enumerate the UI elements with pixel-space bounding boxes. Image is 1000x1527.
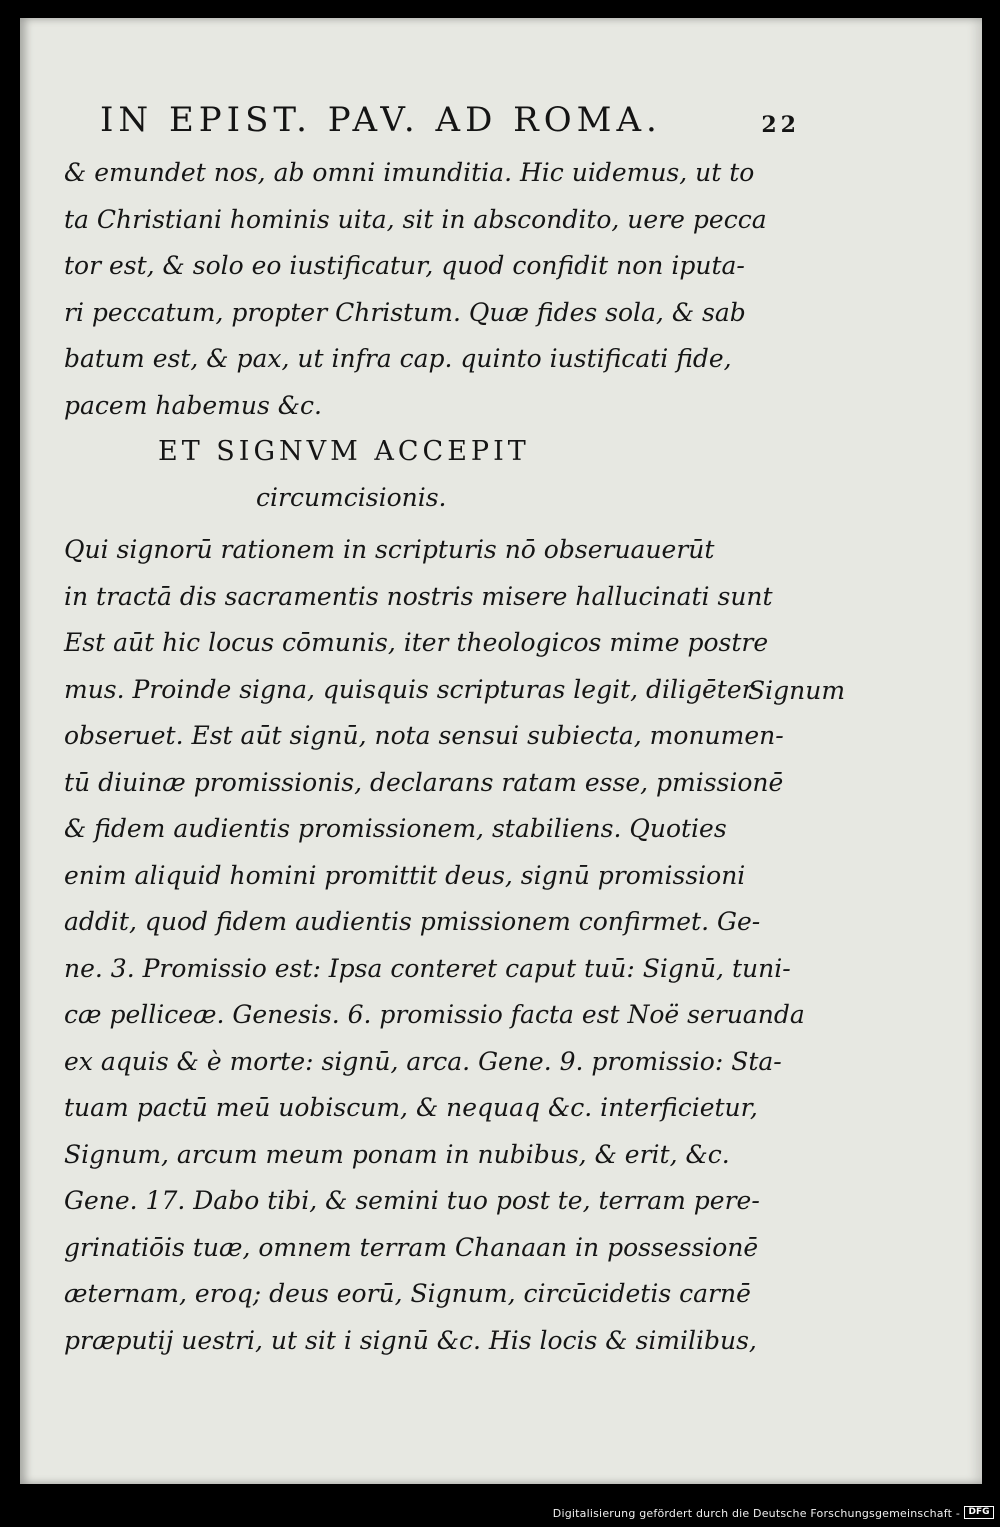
text-line: æternam, eroq; deus eorū, Signum, circūcidetis carnē — [64, 1279, 751, 1308]
book-page — [20, 18, 982, 1484]
text-line: ex aquis & è morte: signū, arca. Gene. 9. promissio: Sta- — [64, 1046, 782, 1076]
text-line: pacem habemus &c. — [64, 390, 322, 420]
text-line: tū diuinæ promissionis, declarans ratam esse, pmissionē — [64, 767, 784, 797]
funding-credit: Digitalisierung gefördert durch die Deutsche Forschungsgemeinschaft - — [552, 1507, 960, 1520]
body-paragraph — [64, 527, 805, 1364]
text-line: enim aliquid homini promittit deus, signū promissioni — [64, 860, 746, 890]
text-line: ne. 3. Promissio est: Ipsa conteret caput tuū: Signū, tuni- — [64, 953, 791, 983]
text-line: batum est, & pax, ut infra cap. quinto iustificati fide, — [64, 344, 732, 373]
text-line: ta Christiani hominis uita, sit in abscondito, uere pecca — [64, 204, 767, 234]
text-line: Est aūt hic locus cōmunis, iter theologicos mime postre — [64, 628, 769, 657]
section-heading-sub: circumcisionis. — [256, 483, 447, 512]
text-line: mus. Proinde signa, quisquis scripturas legit, diligēter — [64, 674, 754, 704]
text-line: tor est, & solo eo iustificatur, quod confidit non iputa- — [64, 251, 745, 280]
text-line: cæ pelliceæ. Genesis. 6. promissio facta est Noë seruanda — [64, 1000, 805, 1029]
text-line: grinatiōis tuæ, omnem terram Chanaan in possessionē — [64, 1232, 759, 1262]
text-line: tuam pactū meū uobiscum, & nequaq &c. interficietur, — [64, 1093, 758, 1122]
marginal-note: Signum — [748, 676, 846, 705]
text-line: addit, quod fidem audientis pmissionem confirmet. Ge- — [64, 907, 761, 936]
text-line: Signum, arcum meum ponam in nubibus, & erit, &c. — [64, 1139, 730, 1169]
text-line: Gene. 17. Dabo tibi, & semini tuo post te, terram pere- — [64, 1186, 760, 1215]
text-line: ri peccatum, propter Christum. Quæ fides sola, & sab — [64, 297, 746, 327]
main-text — [64, 150, 805, 1364]
page-number: 22 — [761, 112, 800, 138]
text-line: & emundet nos, ab omni imunditia. Hic uidemus, ut to — [64, 158, 755, 187]
text-line: præputij uestri, ut sit i signū &c. His locis & similibus, — [64, 1325, 757, 1355]
section-heading: ET SIGNVM ACCEPIT — [158, 436, 530, 467]
running-title: IN EPIST. PAV. AD ROMA. — [100, 100, 662, 140]
text-line: & fidem audientis promissionem, stabiliens. Quoties — [64, 814, 727, 843]
text-line: obseruet. Est aūt signū, nota sensui subiecta, monumen- — [64, 721, 784, 750]
text-line: Qui signorū rationem in scripturis nō obseruauerūt — [64, 535, 715, 564]
dfg-logo-icon: DFG — [964, 1506, 994, 1519]
text-line: in tractā dis sacramentis nostris misere hallucinati sunt — [64, 581, 773, 611]
